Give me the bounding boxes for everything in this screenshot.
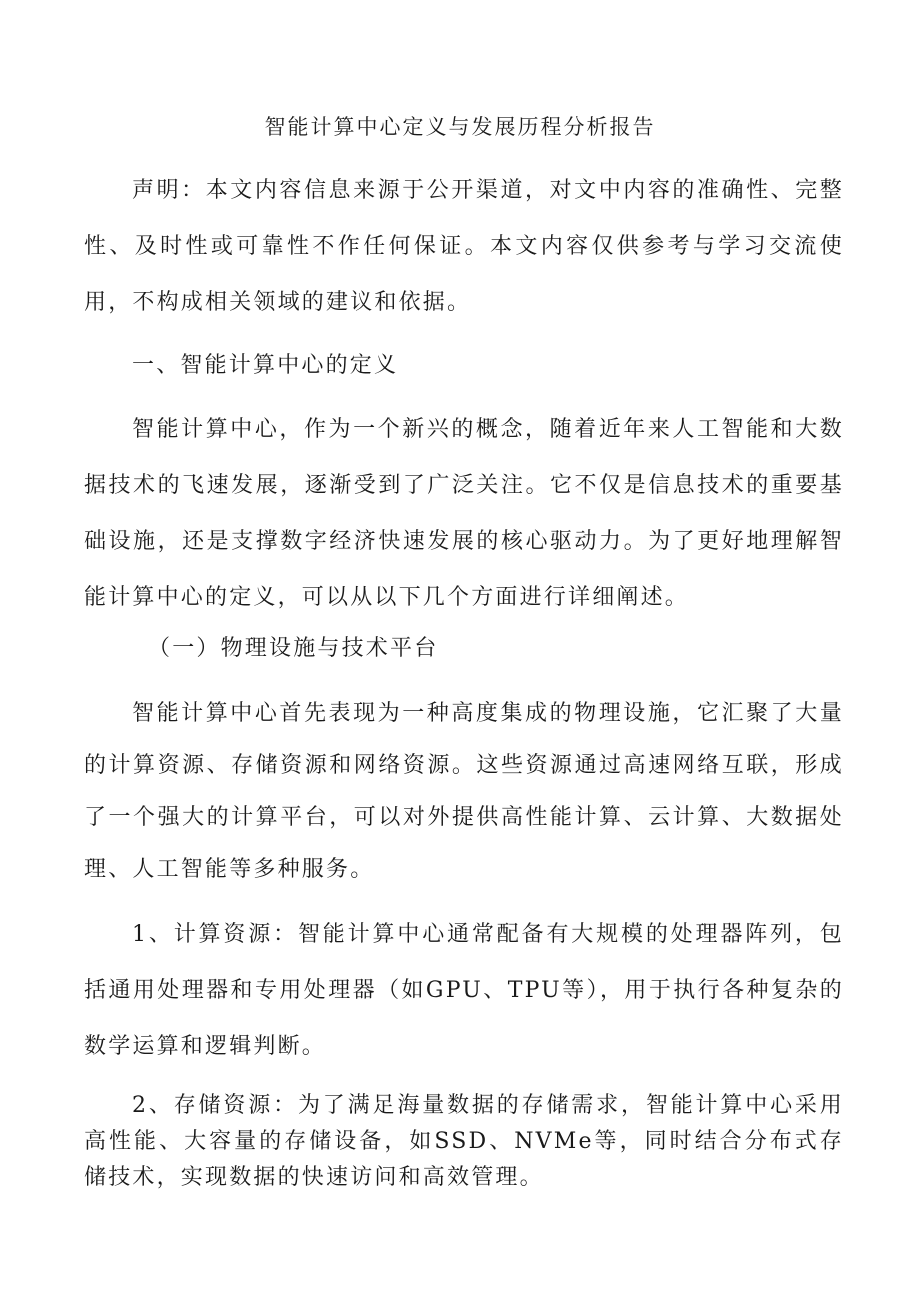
physical-facilities-paragraph: 智能计算中心首先表现为一种高度集成的物理设施，它汇聚了大量的计算资源、存储资源和网络资源。这些资源通过高速网络互联，形成了一个强大的计算平台，可以对外提供高性能计算、云计算、大数据处理、人工智能等多种服务。 (84, 701, 844, 882)
computing-resources-item: 1、计算资源：智能计算中心通常配备有大规模的处理器阵列，包括通用处理器和专用处理器（如GPU、TPU等），用于执行各种复杂的数学运算和逻辑判断。 (84, 922, 844, 1059)
section-heading-definition: 一、智能计算中心的定义 (132, 353, 399, 378)
document-title: 智能计算中心定义与发展历程分析报告 (264, 115, 656, 139)
intro-paragraph: 智能计算中心，作为一个新兴的概念，随着近年来人工智能和大数据技术的飞速发展，逐渐受到了广泛关注。它不仅是信息技术的重要基础设施，还是支撑数字经济快速发展的核心驱动力。为了更好地理解智能计算中心的定义，可以从以下几个方面进行详细阐述。 (84, 417, 844, 610)
storage-resources-item: 2、存储资源：为了满足海量数据的存储需求，智能计算中心采用高性能、大容量的存储设备，如SSD、NVMe等，同时结合分布式存储技术，实现数据的快速访问和高效管理。 (84, 1093, 844, 1190)
subsection-heading-physical-facilities: （一）物理设施与技术平台 (148, 636, 439, 661)
declaration-paragraph: 声明：本文内容信息来源于公开渠道，对文中内容的准确性、完整性、及时性或可靠性不作任何保证。本文内容仅供参考与学习交流使用，不构成相关领域的建议和依据。 (84, 178, 844, 315)
